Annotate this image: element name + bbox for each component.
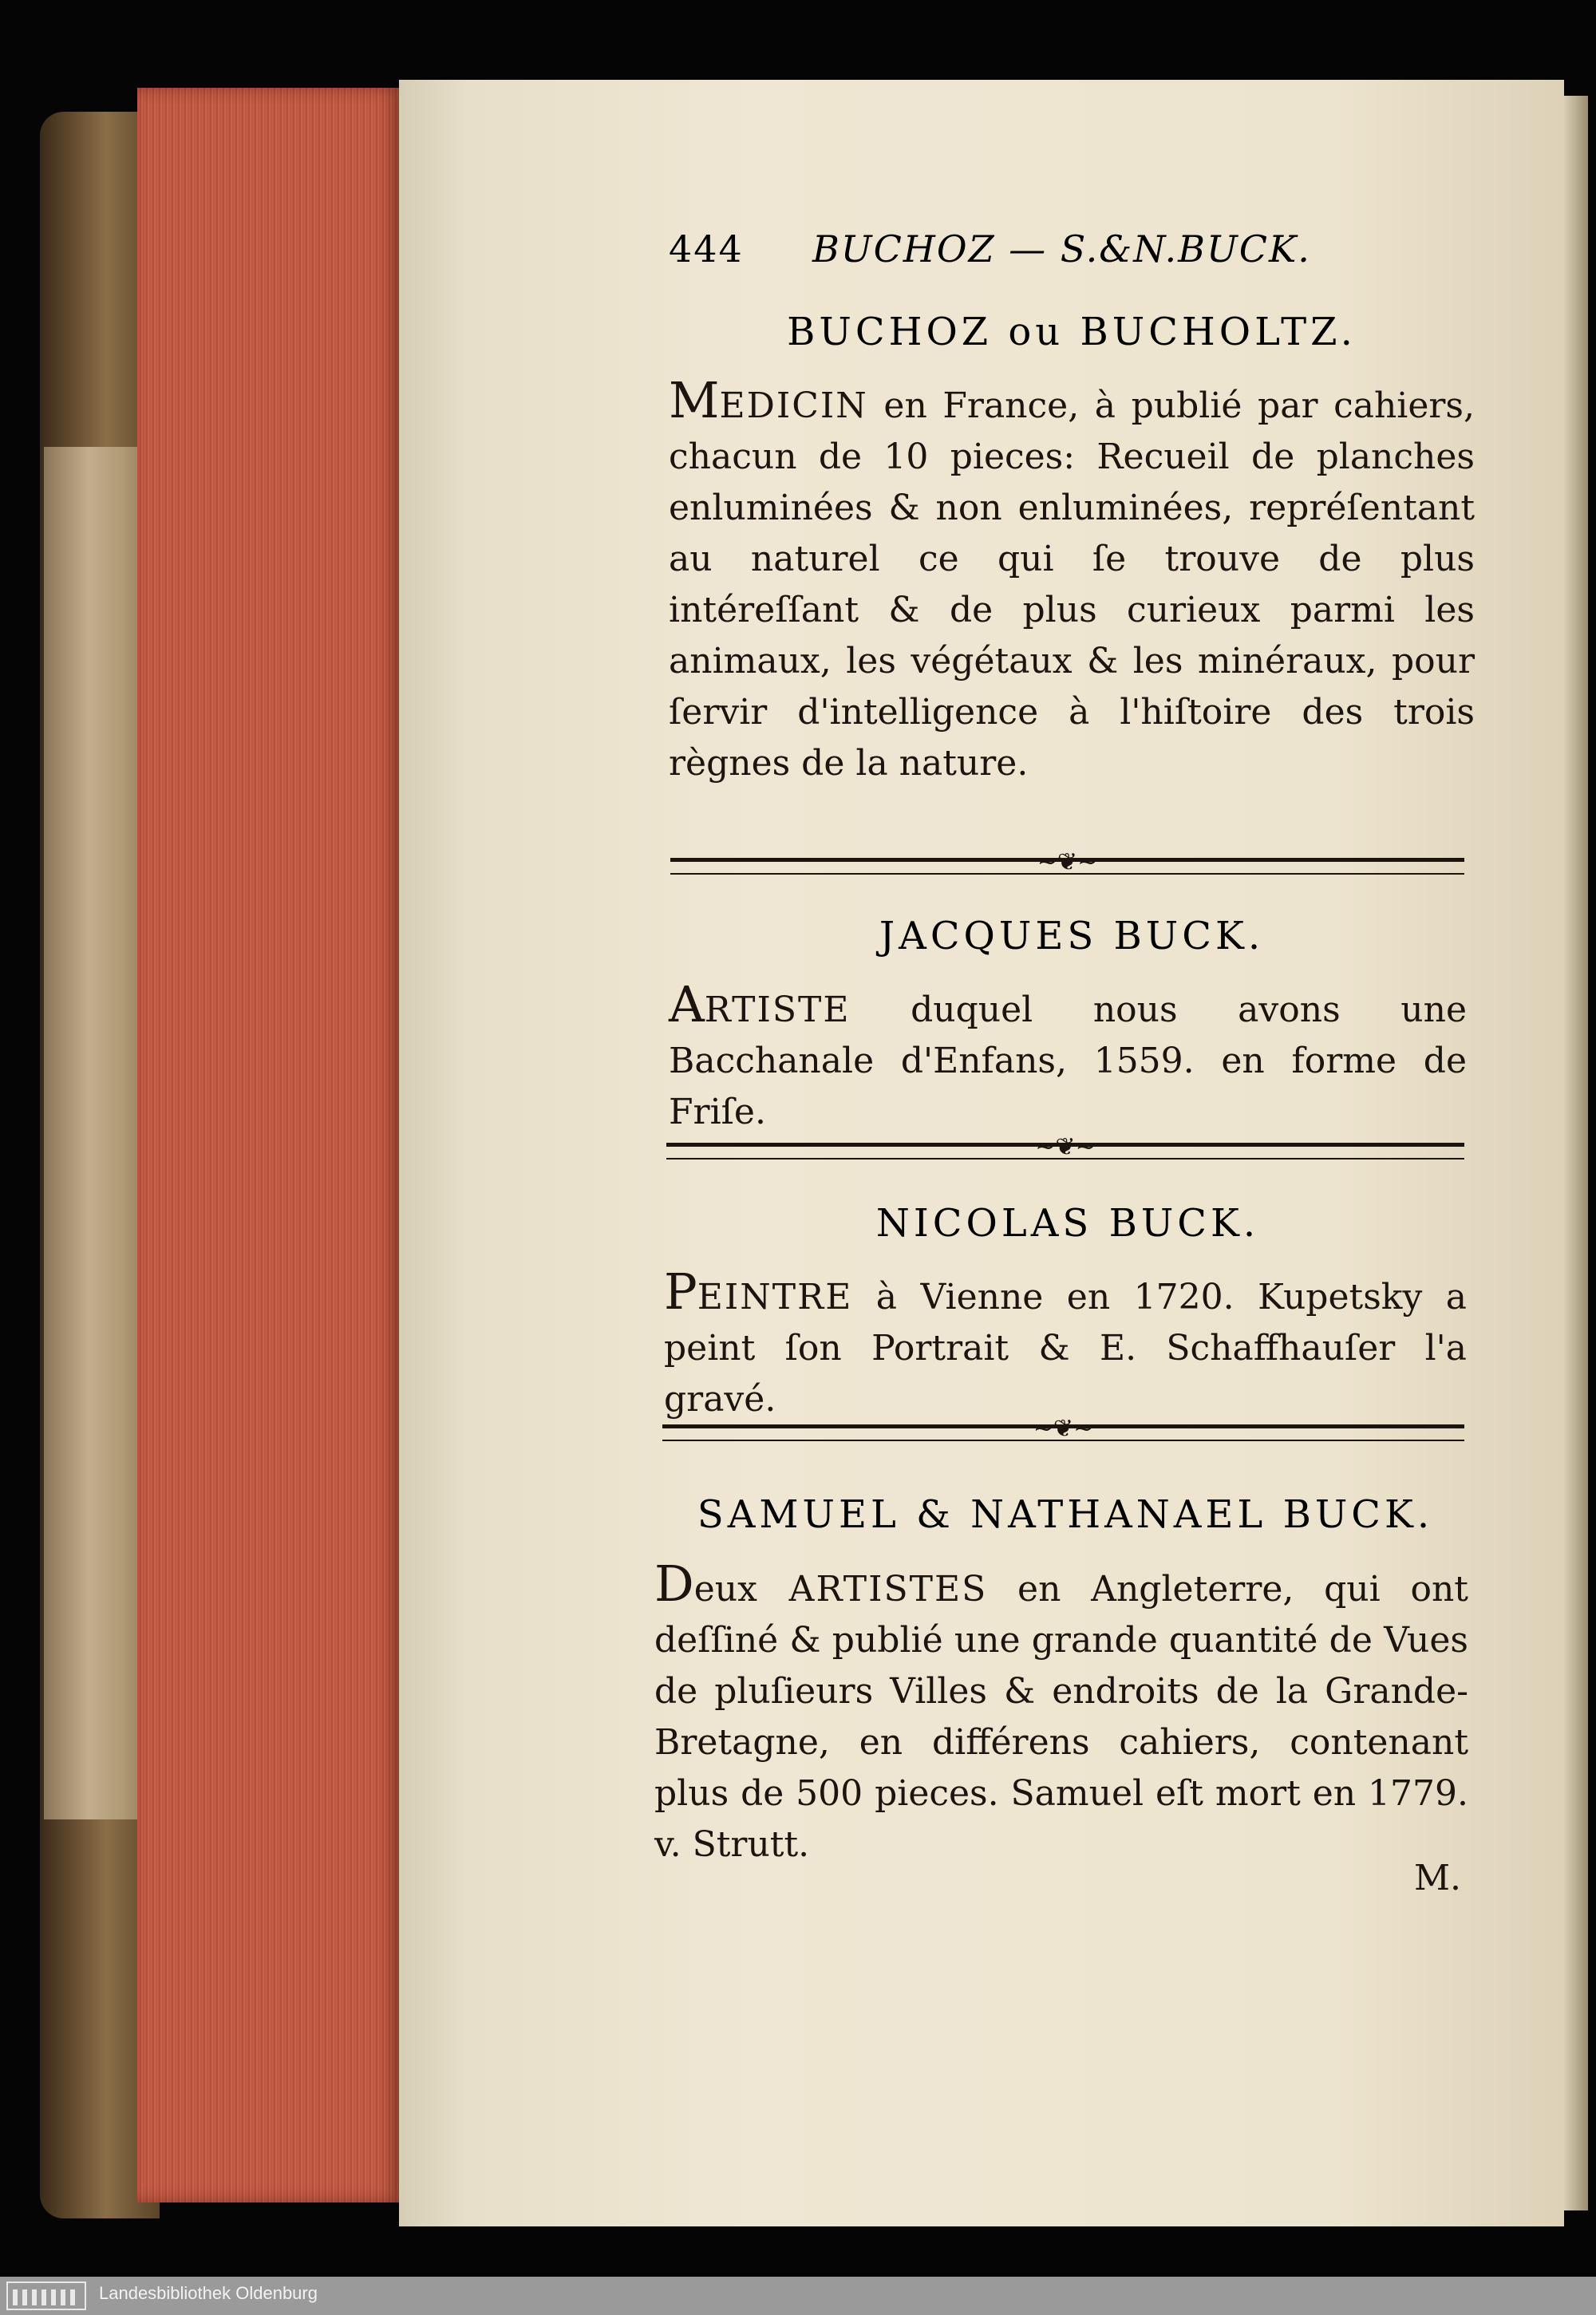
ornamental-rule — [662, 1415, 1464, 1443]
drop-letter: D — [654, 1555, 694, 1613]
section-body-buchoz — [669, 371, 1475, 789]
lead-word: EINTRE — [697, 1277, 853, 1317]
section-heading-jacques-buck: JACQUES BUCK. — [879, 914, 1265, 958]
running-head-title: BUCHOZ — S.&N.BUCK. — [812, 227, 1311, 271]
ornamental-rule — [670, 848, 1464, 876]
drop-letter: M — [669, 371, 720, 429]
drop-letter: P — [664, 1262, 697, 1321]
lead-word: RTISTE — [704, 990, 851, 1030]
lead-word: eux — [693, 1569, 757, 1610]
section-body-nicolas-buck — [664, 1262, 1467, 1425]
library-logo-icon — [6, 2281, 86, 2310]
section-heading-samuel-nathanael-buck: SAMUEL & NATHANAEL BUCK. — [697, 1492, 1434, 1537]
ornament-icon: ~❦~ — [1037, 848, 1098, 876]
section-heading-buchoz: BUCHOZ ou BUCHOLTZ. — [787, 310, 1357, 354]
library-name: Landesbibliothek Oldenburg — [99, 2283, 318, 2303]
page-number: 444 — [669, 227, 744, 271]
section-heading-nicolas-buck: NICOLAS BUCK. — [875, 1201, 1260, 1246]
body-text: duquel nous avons une Bacchanale d'Enfans, 1559. en forme de Friſe. — [669, 990, 1467, 1132]
footer-bar — [0, 2277, 1596, 2315]
ornament-icon: ~❦~ — [1035, 1133, 1096, 1161]
body-text: en Angleterre, qui ont deſſiné & publié une grande quantité de Vues de pluſieurs Villes & endroits de la Grande-Bretagne, en différens cahiers, contenant plus de 500 pieces. Samuel eſt mort en 1779. v. Strutt. — [654, 1569, 1468, 1865]
ornament-icon: ~❦~ — [1033, 1415, 1094, 1443]
page-edges — [137, 88, 401, 2202]
lead-word: EDICIN — [719, 385, 868, 426]
catchword: M. — [1414, 1858, 1462, 1898]
body-text: à Vienne en 1720. Kupetsky a peint ſon Portrait & E. Schaffhauſer l'a gravé. — [664, 1277, 1467, 1420]
running-head — [669, 227, 1475, 283]
section-body-jacques-buck — [669, 975, 1467, 1138]
body-text: en France, à publié par cahiers, chacun de 10 pieces: Recueil de planches enluminées & non enluminées, repréſentant au naturel ce qui ſe trouve de plus intéreſſant & de plus curieux parmi les animaux, les végétaux & les minéraux, pour ſervir d'intelligence à l'hiſtoire des trois règnes de la nature. — [669, 385, 1475, 784]
drop-letter: A — [669, 975, 705, 1033]
section-body-samuel-nathanael-buck — [654, 1555, 1468, 1871]
lead-word-small-caps: ARTISTES — [757, 1569, 988, 1610]
ornamental-rule — [666, 1133, 1464, 1161]
